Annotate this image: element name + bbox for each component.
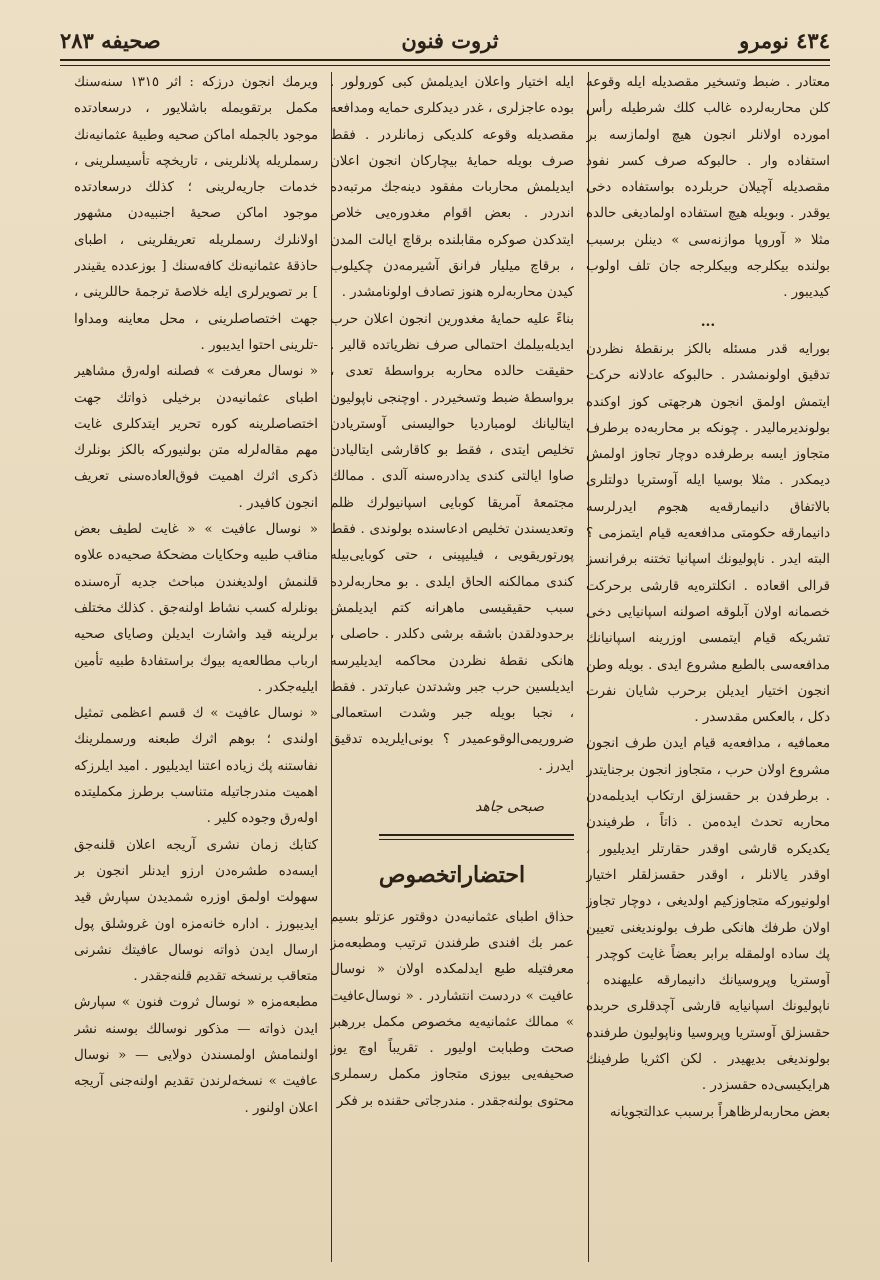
section-heading: احتضاراتخصوص xyxy=(378,862,526,889)
paragraph: « نوسال عافیت » ك قسم اعظمی تمثیل اولندی ؛ بوهم اثرك طبعنه ورسملرینك نفاستنه پك زیاده اعتنا ایدیلیور . امید ایلرزکه اهمیت مندرجاتیله متناسب برطرز مکملیتده اوله‌رق وجوده کلیر . xyxy=(74,706,318,827)
journal-title: ثروت فنون xyxy=(401,27,499,53)
section-divider xyxy=(379,834,574,840)
paragraph: معتادر . ضبط وتسخیر مقصدیله ایله وقوعه کلن محاربه‌لرده غالب کلك شرطیله رأس امورده اولانلر انجون هیچ اولمازسه بر استفاده وار . حالبوکه صرف کسر نفوذ مقصدیله آچیلان حربلرده بواستفاده دخی یوقدر . وبویله هیچ استفاده اولمادیغی حالده مثلا « آوروپا موازنه‌سی » دینلن برسبب بولنده بیکلرجه وبیکلرجه جان تلف اولوب کیدیبور . xyxy=(586,75,830,301)
paragraph: بورایه قدر مسئله بالکز برنقطهٔ نظردن تدقیق اولونمشدر . حالبوکه عادلانه حرکت ایتمش اولمق انجون هرجهتی کوز اوکنده بولوندیرمالیدر . چونکه بر محاربه‌ده برطرف متجاوز ایسه برطرفده دوچار تجاوز اولمش دیمکدر . مثلا بوسیا ایله آوستریا دولتلری بالاتفاق دانیمارقه‌یه هجوم ایدرلرسه دانیمارقه حکومتی مدافعه‌یه قیام ایتمزمی ؟ البته ایدر . ناپولیونك اسپانیا تختنه برفرانسز قرالی اقعاده . انکلتره‌یه قارشی برحرکت خصمانه اولان آبلوقه اصولنه اسپانیایی دخی تشریکه قیام ایتمسی اوزرینه اسپانیانك مدافعه‌سی بالطبع مشروع ایدی . بویله وطن انجون اختیار ایدیلن برحرب شایان نفرت دکل ، بالعکس مقدسدر . xyxy=(586,341,830,726)
column-right xyxy=(586,70,830,1260)
header-rule xyxy=(60,59,830,66)
issue-number: ٤٣٤ نومرو xyxy=(739,27,830,53)
section-separator: ... xyxy=(700,313,716,330)
columns xyxy=(74,70,830,1270)
paragraph: « نوسال عافیت » « غایت لطیف بعض مناقب طبیه وحکایات مضحکهٔ صحیه‌ده علاوه قلنمش اولدیغندن مباحث جدیه آره‌سنده بونلرله کسب نشاط اولنه‌جق . کذلك مختلف برلرینه قید واشارت ایدیلن وصایای صحیه ارباب مطالعه‌یه بیوك براستفادهٔ طبیه تأمین ایلیه‌جکدر . xyxy=(74,522,318,695)
paragraph: مطبعه‌مزه « نوسال ثروت فنون » سپارش ایدن ذواته — مذکور نوسالك بوسنه نشر اولنمامش اولمسندن دولایی — « نوسال عافیت » نسخه‌لرندن تقدیم اولنه‌جنی آریجه اعلان اولنور . xyxy=(74,995,318,1116)
page-header xyxy=(60,18,830,62)
page-number: صحیفه ٢٨٣ xyxy=(60,27,161,53)
paragraph: حذاق اطبای عثمانیه‌دن دوقتور عزتلو بسیم عمر بك افندی طرفندن ترتیب ومطبعه‌مز معرفتیله طبع ایدلمکده اولان « نوسال عافیت » دردست انتشاردر . « نوسال‌عافیت » ممالك عثمانیه‌یه مخصوص مکمل بررهبر صحت وطبابت اولیور . تقریباً اوچ یوز صحیفه‌یی بیوزی متجاوز مکمل رسملری محتوی بولنه‌جقدر . مندرجاتی حقنده بر فکر xyxy=(330,909,574,1109)
paragraph: ویرمك انجون درزکه : اثر ١٣١٥ سنه‌سنك مکمل برتقویمله باشلایور ، درسعادتده موجود بالجمله اماکن صحیه وطبیهٔ عثمانیه‌نك رسملریله پلانلرینی ، تاریخچه تأسیسلرینی ، خدمات جاریه‌لرینی ؛ کذلك درسعادتده موجود اماکن صحیهٔ اجنبیه‌دن مشهور اولانلرك رسملریله تعریفلرینی ، اطبای حاذقهٔ عثمانیه‌نك کافه‌سنك [ بوزعدده یقیندر ] بر تصویرلری ایله خلاصهٔ ترجمهٔ حاللرینی ، جهت اختصاصلرینی ، محل معاینه ومداوا -تلرینی احتوا ایدیبور . xyxy=(74,75,318,353)
author-signature: صبحی جاهد xyxy=(475,799,544,816)
paragraph: بناءً علیه حمایهٔ مغدورین انجون اعلان حرب ایدیله‌بیلمك احتمالی صرف نظریاتده قالیر . حقیقت حالده محاربه برواسطهٔ تعدی ، برواسطهٔ ضبط وتسخیردر . اوچنجی ناپولیون ایتالیانك لومباردیا حوالیسنی آوستریادن تخلیص ایتدی ، فقط بو کاقارشی ایتالیادن صاوا ایالتی کندی یدادره‌سنه آلدی . ممالك مجتمعهٔ آمریقا کوبایی اسپانیولرك ظلم وتعدیسندن تخلیص ادعاسنده بولوندی . فقط پورتوریقویی ، فیلیپینی ، حتی کوبایی‌بیله کندی ممالکنه الحاق ایلدی . بو محاربه‌لرده سبب حقیقیسی ماهرانه کتم ایدیلمش برحدودلقدن باشقه برشی دکلدر . حاصلی ، هانکی نقطهٔ نظردن محاکمه ایدیلیرسه ایدیلسین حرب جبر وشدتدن عبارتدر . فقط ، نجبا بویله جبر وشدت استعمالی ضروریمی‌الوقوعمیدر ؟ بونی‌ایلریده تدقیق ایدرز . xyxy=(330,311,574,774)
column-middle xyxy=(330,70,574,1260)
paragraph: « نوسال معرفت » فصلنه اوله‌رق مشاهیر اطبای عثمانیه‌دن برخیلی ذواتك جهت اختصاصلرینه کوره تحریر ایتدکلری غایت مهم مقاله‌لرله متن بولنیورکه بالکز بونلرك ذکری اثرك اهمیت فوق‌العاده‌سنی تعریف انجون کافیدر . xyxy=(74,364,318,511)
paragraph: بعض محاربه‌لرظاهراً برسبب عدالتجویانه xyxy=(609,1104,830,1120)
paragraph: ایله اختیار واعلان ایدیلمش کبی کورولور . بوده عاجزلری ، غدر دیدکلری حمایه ومدافعه مقصدیله وقوعه کلدیکی زمانلردر . فقط صرف بویله حمایهٔ بیچارکان انجون اعلان ایدیلمش محاربات مفقود دینه‌جك مرتبه‌ده اندردر . بعض اقوام مغدوره‌یی خلاص ایتدکدن صوکره مقابلنده برقاچ ایالت المدن ، برقاچ میلیار فرانق آشیرمه‌دن چکیلوب کیدن محاربه‌لره هنوز تصادف اولونامشدر . xyxy=(330,75,574,301)
paragraph: معمافیه ، مدافعه‌یه قیام ایدن طرف انجون مشروع اولان حرب ، متجاوز انجون برجنایتدر . برطرفدن بر حقسزلق ارتکاب ایدیلمه‌دن محاربه تحدث ایده‌من . ذاتاً ، طرفیندن یکدیکره قارشی اوقدر حقارتلر ایدیلیور ، اوقدر یالانلر ، اوقدر حقسزلقلر اختیار اولونیورکه متجاوزکیم اولدیغی ، دوچار تجاوز اولان طرفك هانکی طرف بولوندیغنی تعیین پك ساده اولمقله برابر بعضاً غایت کوچدر . آوستریا وپروسیانك دانیمارقه علیهنده ، ناپولیونك اسپانیایه قارشی آچدقلری حربده حقسزلق آوستریا وپروسیا وناپولیون طرفنده بولوندیغی بدیهیدر . لکن اکثریا طرفینك هرایکیسی‌ده حقسزدر . xyxy=(586,736,830,1094)
column-left xyxy=(74,70,318,1260)
paragraph: کتابك زمان نشری آریجه اعلان قلنه‌جق ایسه‌ده طشره‌دن ارزو ایدنلر انجون بر سهولت اولمق اوزره شمدیدن سپارش قید ایدیبورز . اداره خانه‌مزه اون غروشلق پول ارسال ایدن ذواته نوسال عافیتك نشرنی متعاقب برنسخه تقدیم قلنه‌جقدر . xyxy=(74,837,318,985)
